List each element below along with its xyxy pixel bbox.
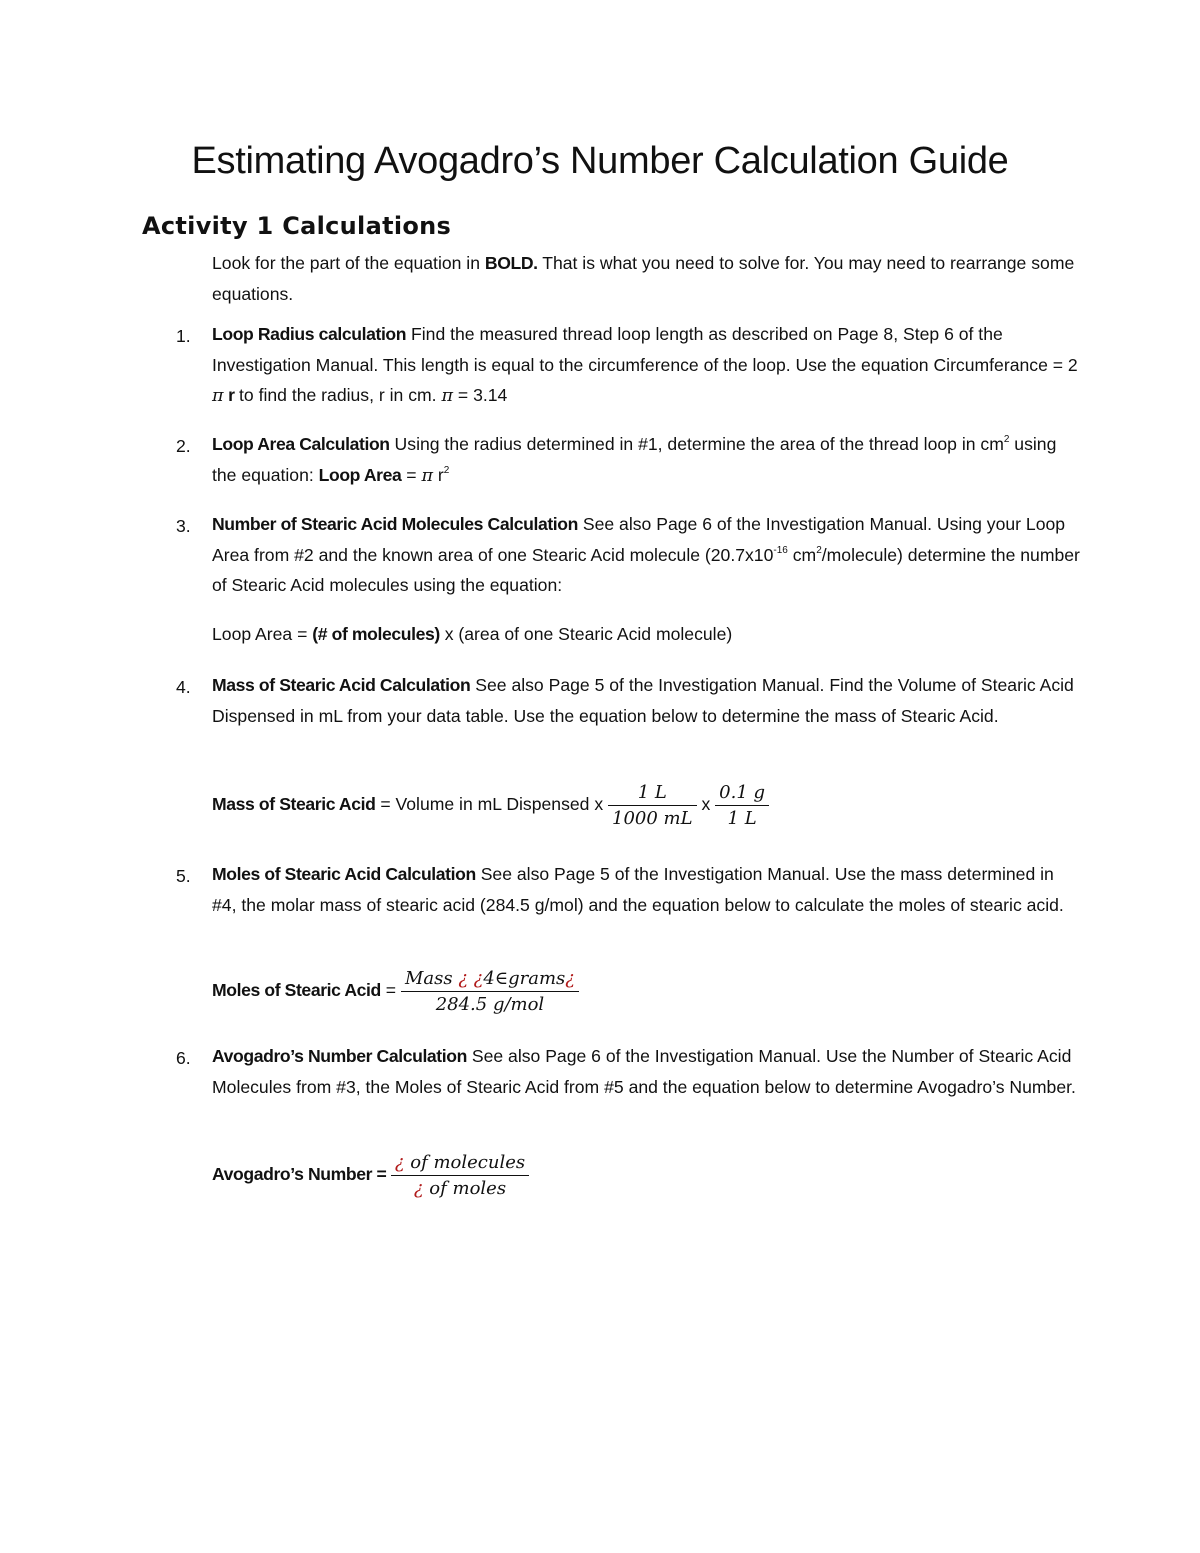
molecules-word: of molecules: [404, 1152, 526, 1173]
pi-symbol: π: [212, 386, 224, 406]
fraction-denominator: 284.5 g/mol: [435, 994, 545, 1015]
superscript: 2: [443, 464, 450, 476]
item-5-equation: [212, 968, 579, 1015]
item-number-1: 1.: [176, 326, 191, 346]
item-1-text-3: = 3.14: [453, 385, 508, 405]
item-6-heading: Avogadro’s Number Calculation: [212, 1046, 467, 1066]
superscript: -16: [773, 544, 788, 556]
eq-text: =: [380, 980, 401, 1001]
item-6-text: See also Page 6 of the Investigation Manual. Use the Number of Stearic Acid Molecules from #3, the Moles of Stearic Acid from #5 and the equation below to determine Avogadro’s Number.: [212, 1046, 1076, 1097]
item-4-equation: [212, 782, 769, 829]
fraction-avogadro: [391, 1152, 529, 1199]
mass-word: Mass: [404, 968, 459, 989]
loop-area-bold: Loop Area: [318, 464, 402, 485]
item-number-2: 2.: [176, 436, 191, 456]
broken-symbol: ¿: [394, 1152, 405, 1173]
item-3-text-2: cm: [787, 544, 817, 565]
fraction-numerator: [391, 1152, 529, 1176]
item-3-paragraph: [212, 509, 1082, 601]
moles-word: of moles: [423, 1178, 507, 1199]
intro-text-2: That is what you need to solve for. You may need to rearrange some equations.: [212, 253, 1075, 304]
fraction-denominator: 1000 mL: [612, 808, 693, 829]
fraction-grams: [715, 782, 769, 829]
fraction-moles: [401, 968, 579, 1015]
page-title: Estimating Avogadro’s Number Calculation Guide: [191, 140, 1009, 182]
item-number-6: 6.: [176, 1048, 191, 1068]
item-6-equation: [212, 1152, 529, 1199]
item-2-text: Using the radius determined in #1, determine the area of the thread loop in cm: [389, 434, 1004, 454]
intro-bold: BOLD.: [484, 253, 538, 273]
fraction-numerator: 1 L: [608, 782, 697, 806]
fraction-liters: [608, 782, 697, 829]
item-number-4: 4.: [176, 677, 191, 697]
item-number-3: 3.: [176, 516, 191, 536]
item-5-heading: Moles of Stearic Acid Calculation: [212, 864, 476, 884]
eq-text: Loop Area =: [212, 624, 313, 644]
times-sign: x: [696, 794, 716, 815]
item-4-heading: Mass of Stearic Acid Calculation: [212, 675, 471, 695]
fraction-numerator: [401, 968, 579, 992]
item-4-text: See also Page 5 of the Investigation Manual. Find the Volume of Stearic Acid Dispensed in mL from your data table. Use the equation below to determine the mass of Stearic Acid.: [212, 675, 1074, 726]
grams-word: 4∈grams: [483, 968, 566, 989]
item-2-heading: Loop Area Calculation: [212, 434, 390, 454]
fraction-denominator: [391, 1176, 529, 1199]
broken-symbol: ¿: [565, 968, 575, 989]
intro-paragraph: [212, 248, 1082, 309]
item-6-paragraph: [212, 1041, 1082, 1102]
item-3-text: See also Page 6 of the Investigation Manual. Using your Loop Area from #2 and the known area of one Stearic Acid molecule (20.7x10: [212, 514, 1066, 565]
eq-label: Mass of Stearic Acid: [212, 794, 376, 815]
eq-label: Avogadro’s Number =: [212, 1164, 391, 1185]
item-1-heading: Loop Radius calculation: [212, 324, 407, 344]
item-2-text-2: using the equation:: [212, 434, 1057, 485]
item-5-text: See also Page 5 of the Investigation Manual. Use the mass determined in #4, the molar mass of stearic acid (284.5 g/mol) and the equation below to calculate the moles of stearic acid.: [212, 864, 1064, 915]
eq-text: = Volume in mL Dispensed x: [375, 794, 609, 815]
section-heading: Activity 1 Calculations: [142, 212, 452, 240]
item-1-text: Find the measured thread loop length as described on Page 8, Step 6 of the Investigation Manual. This length is equal to the circumference of the loop. Use the equation Circumferance = 2: [212, 324, 1078, 375]
fraction-denominator: 1 L: [727, 808, 757, 829]
broken-symbol: ¿ ¿: [458, 968, 484, 989]
pi-symbol-2: π: [441, 386, 454, 406]
eq-text-2: x (area of one Stearic Acid molecule): [439, 624, 733, 644]
eq-label: Moles of Stearic Acid: [212, 980, 381, 1001]
item-number-5: 5.: [176, 866, 191, 886]
pi-symbol: π: [421, 465, 434, 486]
fraction-numerator: 0.1 g: [715, 782, 769, 806]
superscript: 2: [1003, 434, 1010, 445]
superscript: 2: [816, 544, 822, 556]
r-symbol: r: [433, 464, 444, 485]
equals: =: [401, 464, 422, 485]
item-5-paragraph: [212, 859, 1082, 920]
intro-text: Look for the part of the equation in: [212, 253, 485, 273]
item-3-equation: [212, 624, 732, 645]
item-2-paragraph: [212, 429, 1082, 491]
item-1-paragraph: [212, 319, 1082, 412]
item-1-text-2: to find the radius, r in cm.: [239, 385, 442, 405]
radius-symbol: r: [223, 385, 240, 405]
eq-bold: (# of molecules): [312, 624, 440, 644]
item-3-text-3: /molecule) determine the number of Stearic Acid molecules using the equation:: [212, 544, 1080, 595]
item-3-heading: Number of Stearic Acid Molecules Calculation: [212, 514, 578, 534]
item-4-paragraph: [212, 670, 1082, 731]
broken-symbol: ¿: [413, 1178, 424, 1199]
